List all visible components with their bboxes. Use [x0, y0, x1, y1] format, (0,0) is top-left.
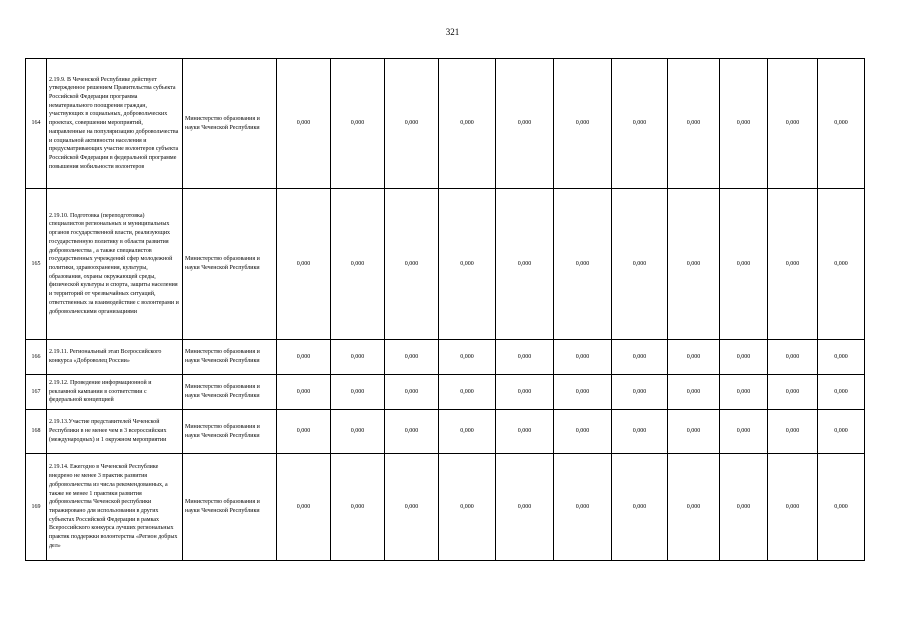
row-value-cell: 0,000 — [439, 454, 496, 561]
row-value-cell: 0,000 — [720, 59, 768, 189]
row-value-cell: 0,000 — [439, 59, 496, 189]
row-value-cell: 0,000 — [331, 59, 385, 189]
row-number: 165 — [26, 189, 47, 340]
row-value-cell: 0,000 — [612, 59, 668, 189]
row-value-cell: 0,000 — [554, 375, 612, 410]
row-value-cell: 0,000 — [439, 189, 496, 340]
row-executor: Министерство образования и науки Чеченской Республики — [183, 454, 277, 561]
row-value-cell: 0,000 — [668, 59, 720, 189]
row-value-cell: 0,000 — [277, 59, 331, 189]
row-number: 167 — [26, 375, 47, 410]
page-number: 321 — [445, 27, 460, 37]
row-value-cell: 0,000 — [439, 375, 496, 410]
row-value-cell: 0,000 — [720, 454, 768, 561]
row-value-cell: 0,000 — [612, 410, 668, 454]
row-value-cell: 0,000 — [385, 189, 439, 340]
row-value-cell: 0,000 — [720, 340, 768, 375]
row-value-cell: 0,000 — [331, 454, 385, 561]
row-value-cell: 0,000 — [554, 410, 612, 454]
table-row — [26, 59, 865, 189]
row-value-cell: 0,000 — [720, 375, 768, 410]
row-value-cell: 0,000 — [818, 375, 865, 410]
row-value-cell: 0,000 — [496, 340, 554, 375]
row-value-cell: 0,000 — [720, 410, 768, 454]
table-body — [26, 59, 865, 561]
row-value-cell: 0,000 — [554, 189, 612, 340]
row-value-cell: 0,000 — [385, 340, 439, 375]
row-value-cell: 0,000 — [668, 375, 720, 410]
row-value-cell: 0,000 — [385, 410, 439, 454]
row-executor: Министерство образования и науки Чеченской Республики — [183, 375, 277, 410]
row-value-cell: 0,000 — [768, 340, 818, 375]
row-value-cell: 0,000 — [385, 454, 439, 561]
row-description: 2.19.14. Ежегодно в Чеченской Республике внедрено не менее 3 практик развития добровольчества из числа рекомендованных, а также не менее 1 практики развития добровольчества Чеченской республики тиражировано для использования в других субъектах Российской Федерации в рамках Всероссийского конкурса лучших региональных практик поддержки волонтерства «Регион добрых дел» — [47, 454, 183, 561]
table-row — [26, 375, 865, 410]
row-value-cell: 0,000 — [818, 59, 865, 189]
row-value-cell: 0,000 — [668, 454, 720, 561]
row-value-cell: 0,000 — [818, 454, 865, 561]
row-value-cell: 0,000 — [768, 375, 818, 410]
row-value-cell: 0,000 — [720, 189, 768, 340]
row-value-cell: 0,000 — [554, 454, 612, 561]
row-value-cell: 0,000 — [612, 454, 668, 561]
row-value-cell: 0,000 — [277, 189, 331, 340]
table-row — [26, 340, 865, 375]
row-number: 169 — [26, 454, 47, 561]
row-value-cell: 0,000 — [554, 59, 612, 189]
row-value-cell: 0,000 — [385, 375, 439, 410]
row-value-cell: 0,000 — [331, 375, 385, 410]
table-row — [26, 189, 865, 340]
row-executor: Министерство образования и науки Чеченской Республики — [183, 59, 277, 189]
row-description: 2.19.12. Проведение информационной и рекламной кампании в соответствии с федеральной концепцией — [47, 375, 183, 410]
row-number: 164 — [26, 59, 47, 189]
row-value-cell: 0,000 — [668, 340, 720, 375]
row-value-cell: 0,000 — [277, 340, 331, 375]
row-number: 166 — [26, 340, 47, 375]
row-value-cell: 0,000 — [668, 410, 720, 454]
row-description: 2.19.10. Подготовка (переподготовка) специалистов региональных и муниципальных органов государственной власти, реализующих государственную политику в области развития добровольчества , а также специалистов государственных учреждений сфер молодежной политики, здравоохранения, культуры, образования, охраны окружающей среды, физической культуры и спорта, защиты населения и территорий от чрезвычайных ситуаций, ответственных за взаимодействие с волонтерами и добровольческими организациями — [47, 189, 183, 340]
row-value-cell: 0,000 — [331, 189, 385, 340]
row-value-cell: 0,000 — [768, 189, 818, 340]
row-description: 2.19.9. В Чеченской Республике действует утвержденное решением Правительства субъекта Российской Федерации программа нематериального поощрения граждан, участвующих в социальных, добровольческих проектах, совершении мероприятий, направленные на популяризацию добровольчества и социальной активности населения и предусматривающих участие волонтеров субъекта Российской Федерации в федеральной программе повышения мобильности волонтеров — [47, 59, 183, 189]
row-executor: Министерство образования и науки Чеченской Республики — [183, 410, 277, 454]
row-value-cell: 0,000 — [496, 59, 554, 189]
row-value-cell: 0,000 — [612, 340, 668, 375]
row-value-cell: 0,000 — [818, 340, 865, 375]
row-value-cell: 0,000 — [818, 189, 865, 340]
row-value-cell: 0,000 — [496, 454, 554, 561]
row-value-cell: 0,000 — [331, 340, 385, 375]
table-row — [26, 454, 865, 561]
row-value-cell: 0,000 — [612, 189, 668, 340]
row-value-cell: 0,000 — [385, 59, 439, 189]
budget-table — [25, 58, 865, 561]
row-value-cell: 0,000 — [496, 375, 554, 410]
row-value-cell: 0,000 — [277, 454, 331, 561]
table-row — [26, 410, 865, 454]
row-value-cell: 0,000 — [612, 375, 668, 410]
row-description: 2.19.11. Региональный этап Всероссийского конкурса «Доброволец России» — [47, 340, 183, 375]
row-value-cell: 0,000 — [496, 189, 554, 340]
row-value-cell: 0,000 — [768, 59, 818, 189]
row-value-cell: 0,000 — [277, 410, 331, 454]
row-executor: Министерство образования и науки Чеченской Республики — [183, 189, 277, 340]
row-value-cell: 0,000 — [277, 375, 331, 410]
row-value-cell: 0,000 — [668, 189, 720, 340]
row-description: 2.19.13.Участие представителей Чеченской Республики в не менее чем в 3 всероссийских (международных) и 1 окружном мероприятии — [47, 410, 183, 454]
row-value-cell: 0,000 — [439, 410, 496, 454]
row-value-cell: 0,000 — [554, 340, 612, 375]
row-number: 168 — [26, 410, 47, 454]
row-value-cell: 0,000 — [439, 340, 496, 375]
row-executor: Министерство образования и науки Чеченской Республики — [183, 340, 277, 375]
row-value-cell: 0,000 — [331, 410, 385, 454]
row-value-cell: 0,000 — [768, 454, 818, 561]
row-value-cell: 0,000 — [768, 410, 818, 454]
row-value-cell: 0,000 — [496, 410, 554, 454]
row-value-cell: 0,000 — [818, 410, 865, 454]
